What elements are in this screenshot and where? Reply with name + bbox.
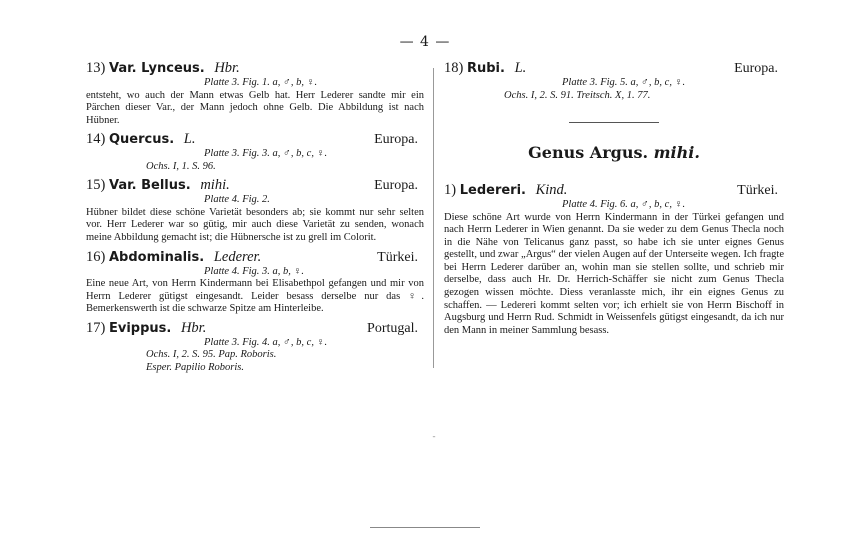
entry-number: 14) — [86, 131, 106, 148]
entry-number: 1) — [444, 182, 457, 198]
species-region: Europa. — [374, 178, 418, 194]
species-region: Europa. — [374, 132, 418, 148]
entry-text: Hübner bildet diese schöne Varietät besonders ab; sie kommt nur sehr selten vor. Herr Lederer war so gütig, mir auch diese Varietät zu senden, wonach meine Abbildung gemacht ist; die Hübnersche ist zu grell im Colorit. — [86, 206, 424, 243]
plate-reference: Platte 4. Fig. 2. — [204, 194, 270, 206]
entry-16 — [86, 249, 424, 316]
entry-heading — [86, 177, 424, 194]
entry-17 — [86, 320, 424, 375]
entry-number: 15) — [86, 177, 106, 194]
species-name: Var. Lynceus. — [108, 61, 205, 76]
entry-number: 16) — [86, 248, 106, 265]
species-name: Rubi. — [466, 61, 505, 76]
entry-heading — [86, 320, 424, 337]
species-author: Hbr. — [214, 60, 240, 76]
species-region: Europa. — [734, 61, 778, 76]
genus-heading — [444, 143, 784, 162]
entry-13 — [86, 60, 424, 127]
literature-reference: Ochs. I, 1. S. 96. — [146, 160, 216, 172]
species-name: Ledereri. — [459, 183, 526, 198]
entry-heading — [444, 60, 784, 77]
species-name: Abdominalis. — [108, 249, 205, 265]
page-number: — 4 — — [399, 34, 451, 50]
entry-number: 17) — [86, 319, 106, 336]
species-author: Lederer. — [213, 248, 262, 265]
entry-text: Diese schöne Art wurde von Herrn Kindermann in der Türkei gefangen und nach Herrn Lederer in Wien genannt. Da sie weder zu dem Genus Thecla noch in die Nähe von Telicanus ganz passt, so habe ich sie unter eignes Genus gestellt, und zwar „Argus“ der vielen Augen auf der Unterseite wegen. Ich fragte bei Herrn Lederer darüber an, wohin man sie stellen sollte, und schrieb mir derselbe, dass auch Hr. Dr. Herrich-Schäffer sie nicht zum Genus Thecla gezogen wissen möchte. Diess veranlasste mich, ihr ein eignes Genus zu schaffen. — Ledereri kommt selten vor; ich erhielt sie von Herrn Bischoff in Augsburg und Herrn Rud. Schmidt in Weissenfels gütigst eingesandt, da ich nur den Mann in meiner Sammlung besass. — [444, 211, 784, 336]
plate-reference: Platte 3. Fig. 4. a, ♂, b, c, ♀. — [204, 336, 328, 348]
plate-reference: Platte 3. Fig. 1. a, ♂, b, ♀. — [204, 77, 318, 88]
entry-18 — [444, 60, 784, 102]
species-author: L. — [514, 60, 527, 76]
plate-reference: Platte 3. Fig. 3. a, ♂, b, c, ♀. — [204, 148, 328, 160]
column-divider — [433, 68, 434, 368]
plate-reference: Platte 4. Fig. 6. a, ♂, b, c, ♀. — [562, 199, 686, 210]
species-author: L. — [183, 131, 196, 148]
bottom-rule — [370, 527, 480, 528]
species-name: Var. Bellus. — [108, 178, 191, 194]
entry-number: 13) — [86, 60, 106, 76]
entry-15 — [86, 177, 424, 244]
entry-text: entsteht, wo auch der Mann etwas Gelb hat. Herr Lederer sandte mir ein Pärchen dieser Var., der Mann jedoch ohne Gelb. Die Abbildung ist nach Hübner. — [86, 89, 424, 126]
plate-reference: Platte 3. Fig. 5. a, ♂, b, c, ♀. — [562, 77, 686, 88]
literature-reference: Ochs. I, 2. S. 95. Pap. Roboris. — [146, 349, 277, 361]
species-author: Hbr. — [180, 319, 207, 336]
entry-heading — [444, 182, 784, 199]
plate-reference: Platte 4. Fig. 3. a, b, ♀. — [204, 265, 305, 277]
genus-author: mihi. — [653, 143, 700, 162]
species-region: Türkei. — [377, 249, 418, 265]
species-author: mihi. — [200, 177, 230, 194]
entry-number: 18) — [444, 60, 464, 76]
entry-heading — [86, 131, 424, 148]
species-name: Evippus. — [108, 320, 172, 336]
species-region: Portugal. — [367, 320, 418, 336]
entry-heading — [86, 249, 424, 266]
section-separator — [569, 122, 659, 123]
literature-reference: Esper. Papilio Roboris. — [146, 361, 245, 373]
right-column — [444, 60, 784, 341]
species-region: Türkei. — [737, 183, 778, 198]
entry-ledereri — [444, 182, 784, 337]
genus-name: Genus Argus. — [528, 143, 649, 162]
species-name: Quercus. — [108, 132, 175, 148]
left-column — [86, 60, 424, 378]
species-author: Kind. — [535, 182, 568, 198]
entry-14 — [86, 131, 424, 173]
stray-mark: ˉ — [432, 436, 436, 445]
entry-text: Eine neue Art, von Herrn Kindermann bei Elisabethpol gefangen und mir von Herrn Lederer gütigst eingesandt. Leider besass derselbe nur das ♀. Bemerkenswerth ist die schwarze Spitze am Hinterleibe. — [86, 278, 424, 315]
entry-heading — [86, 60, 424, 77]
literature-reference: Ochs. I, 2. S. 91. Treitsch. X, 1. 77. — [504, 89, 651, 101]
